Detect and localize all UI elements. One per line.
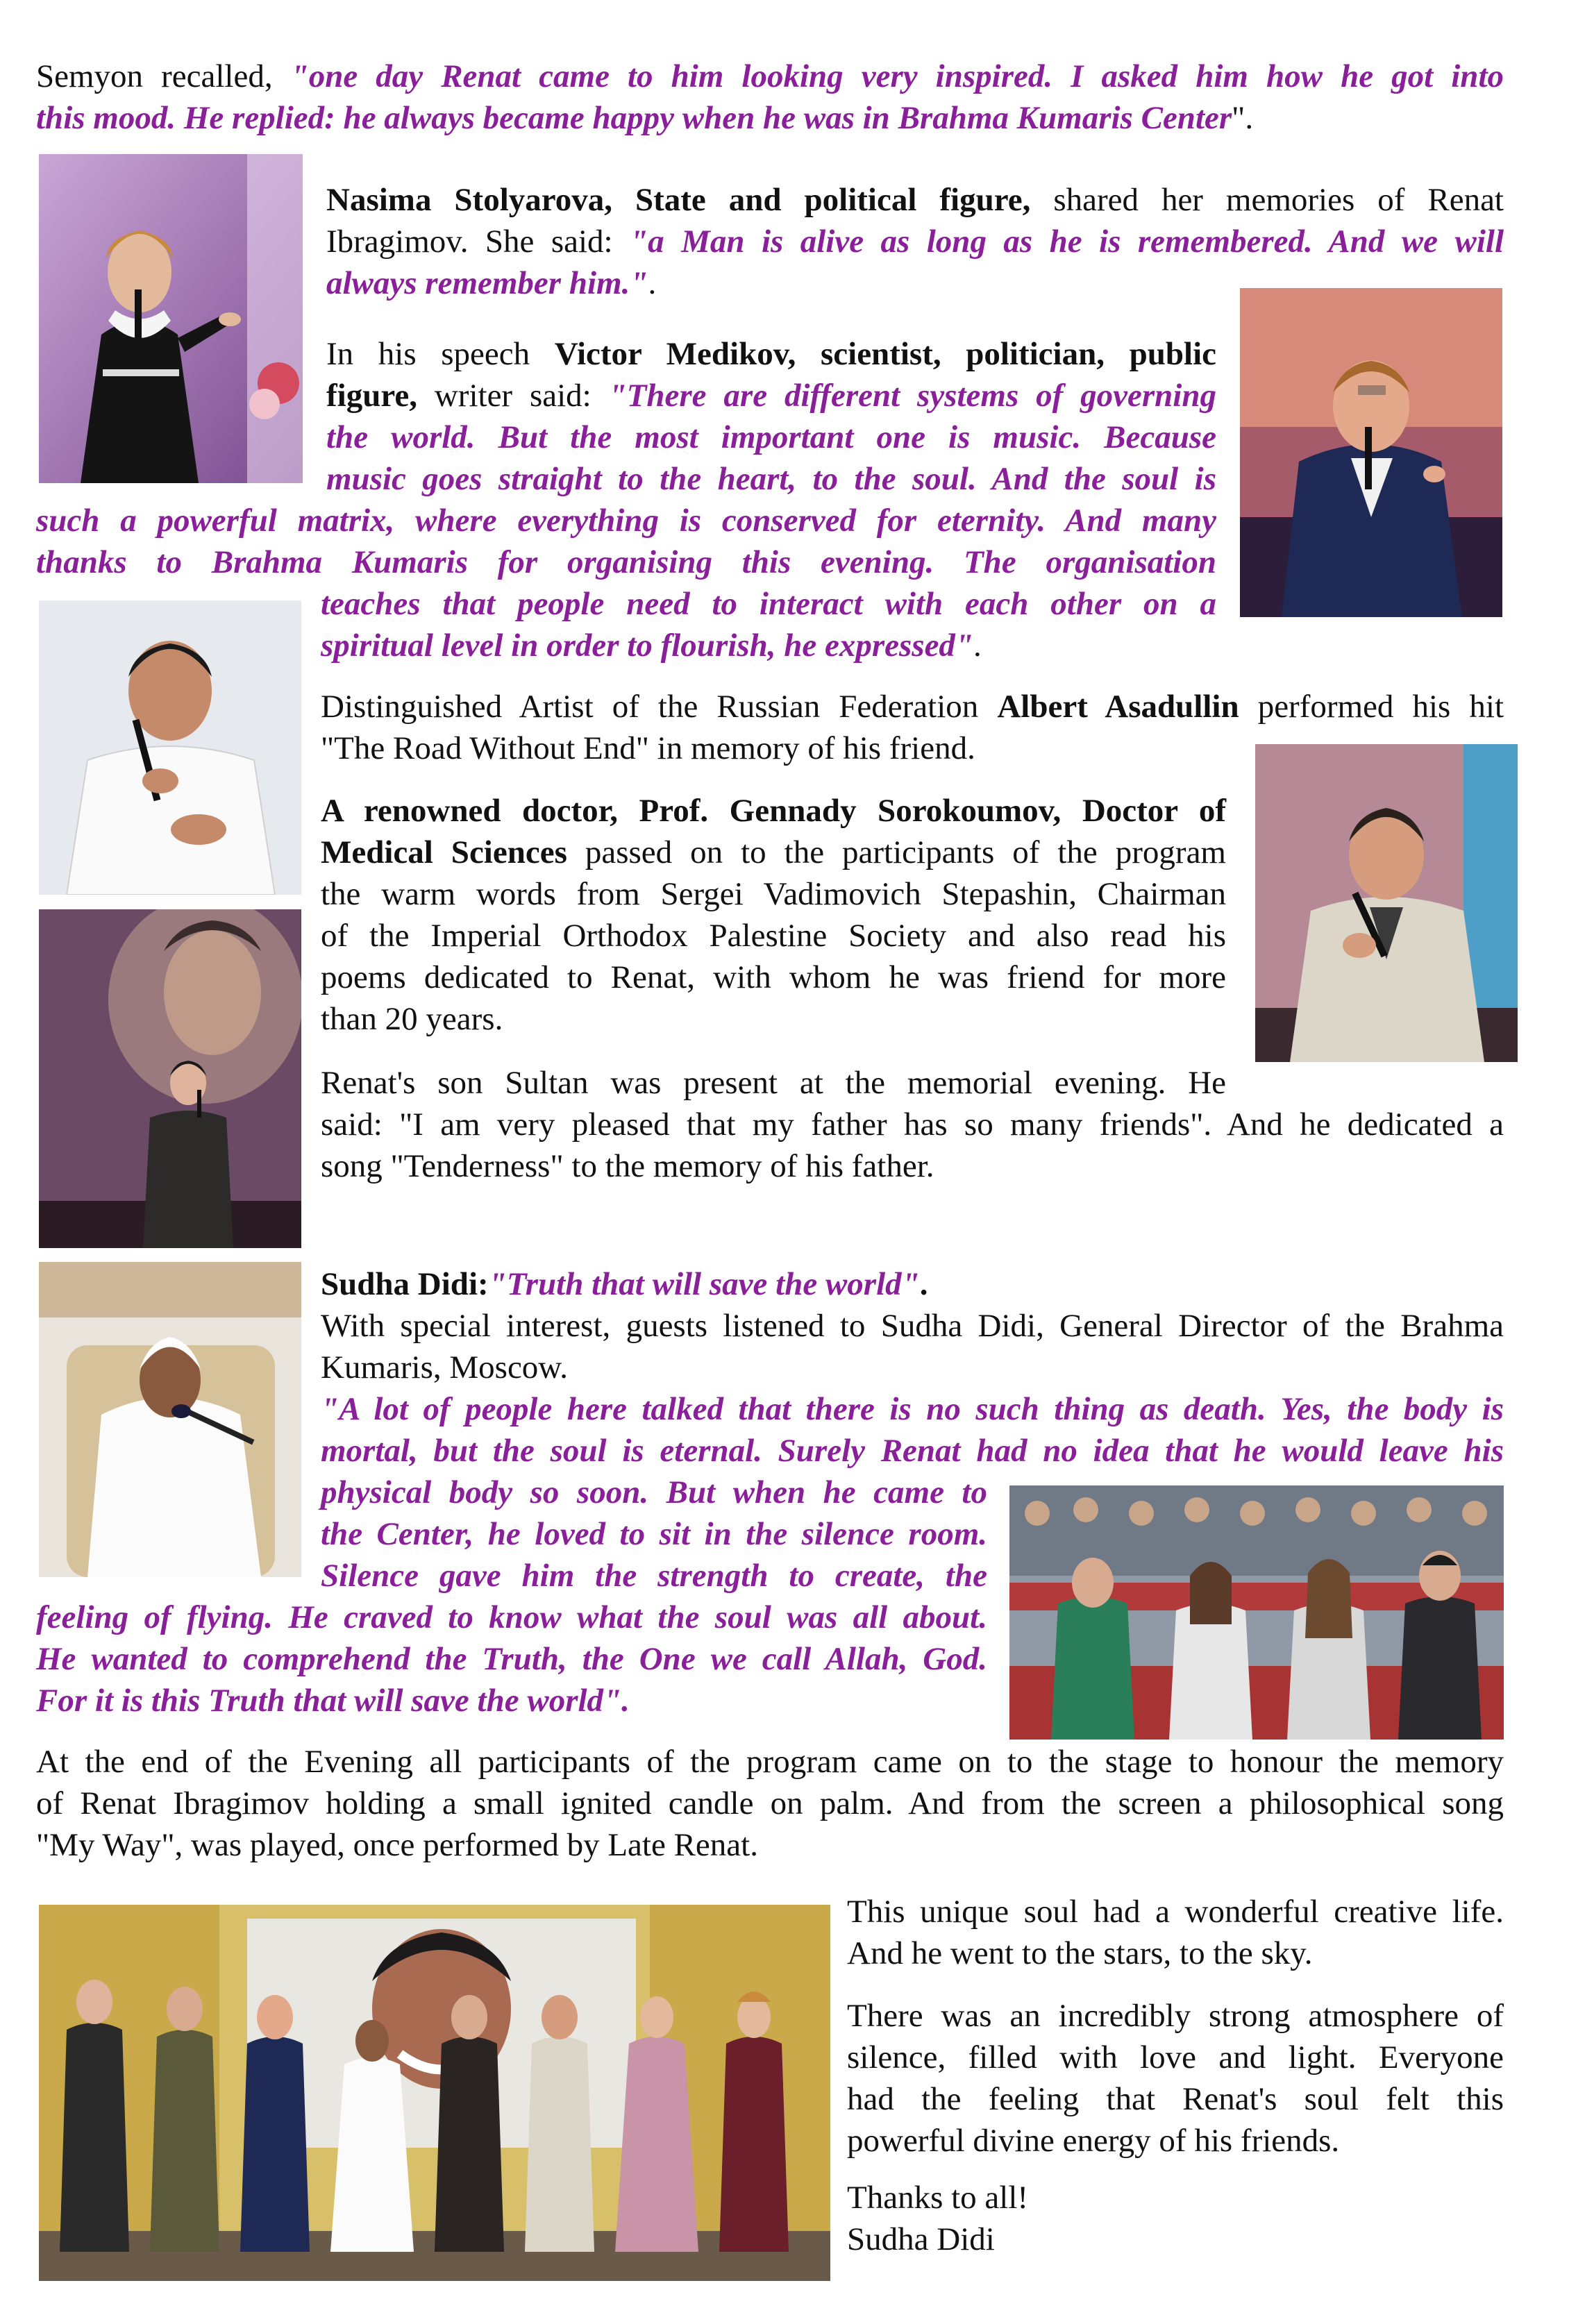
- paragraph-semyon: [36, 56, 1504, 139]
- photo-group-on-stage: [39, 1905, 830, 2281]
- sudha-heading: Sudha Didi:"Truth that will save the world".: [321, 1266, 928, 1302]
- paragraph-victor-quote: such a powerful matrix, where everything is conserved for eternity. And many thanks to Brahma Kumaris for organising this evening. The organisation: [36, 503, 1216, 580]
- paragraph-end-of-evening: At the end of the Evening all participants of the program came on to the stage to honour the memory of Renat Ibragimov holding a small ignited candle on palm. And from the screen a philosophical song "My Way", was played, once performed by Late Renat.: [36, 1744, 1504, 1863]
- paragraph-unique-soul: This unique soul had a wonderful creative life. And he went to the stars, to the sky.: [847, 1894, 1504, 1971]
- semyon-line-2: this mood. He replied: he always became happy when he was in Brahma Kumaris Center".: [36, 100, 1254, 136]
- paragraph-albert: Distinguished Artist of the Russian Federation Albert Asadullin performed his hit "The Road Without End" in memory of his friend.: [321, 689, 1504, 766]
- thanks-line: Thanks to all!: [847, 2180, 1029, 2216]
- signature-sudha-didi: Sudha Didi: [847, 2221, 995, 2257]
- photo-gennady-sorokoumov: [1255, 744, 1518, 1062]
- paragraph-atmosphere: There was an incredibly strong atmosphere of silence, filled with love and light. Everyone had the feeling that Renat's soul felt this powerful divine energy of his friends.: [847, 1998, 1504, 2159]
- paragraph-thanks: [847, 2177, 1504, 2260]
- paragraph-sudha-quote-mid: physical body so soon. But when he came to the Center, he loved to sit in the silence room. Silence gave him the strength to create, the: [321, 1474, 987, 1594]
- paragraph-sudha-intro: Sudha Didi:"Truth that will save the world". With special interest, guests listened to Sudha Didi, General Director of the Brahma Kumaris, Moscow. "A lot of people here talked that there is no such thing as death. Yes, the body is mortal, but the soul is eternal. Surely Renat had no idea that he would leave his: [321, 1263, 1504, 1472]
- photo-victor-medikov: [1240, 288, 1502, 617]
- paragraph-sultan: Renat's son Sultan was present at the memorial evening. He: [321, 1065, 1226, 1101]
- paragraph-victor-end: teaches that people need to interact with each other on a spiritual level in order to flourish, he expressed".: [321, 586, 1216, 664]
- photo-audience: [1009, 1485, 1504, 1740]
- photo-albert-asadullin: [39, 600, 301, 895]
- paragraph-sudha-quote-end: feeling of flying. He craved to know what the soul was all about. He wanted to comprehend the Truth, the One we call Allah, God. For it is this Truth that will save the world".: [36, 1599, 987, 1719]
- photo-nasima-stolyarova: [39, 154, 303, 483]
- paragraph-gennady: A renowned doctor, Prof. Gennady Sorokoumov, Doctor of Medical Sciences passed on to the participants of the program the warm words from Sergei Vadimovich Stepashin, Chairman of the Imperial Orthodox Palestine Society and also read his poems dedicated to Renat, with whom he was friend for more than 20 years.: [321, 793, 1226, 1037]
- paragraph-nasima: Nasima Stolyarova, State and political figure, shared her memories of Renat Ibragimov. She said: "a Man is alive as long as he is remembered. And we will always remember him.".: [326, 182, 1504, 301]
- paragraph-sultan-rest: said: "I am very pleased that my father has so many friends". And he dedicated a song "Tenderness" to the memory of his father.: [321, 1106, 1504, 1184]
- paragraph-victor-intro: In his speech Victor Medikov, scientist, politician, public figure, writer said: "There are different systems of governing the world. But the most important one is music. Because music goes straight to the heart, to the soul. And the soul is: [326, 336, 1217, 497]
- photo-sudha-didi: [39, 1262, 301, 1577]
- semyon-line-1: Semyon recalled, "one day Renat came to him looking very inspired. I asked him how he got into: [36, 58, 1504, 94]
- photo-sultan: [39, 909, 301, 1248]
